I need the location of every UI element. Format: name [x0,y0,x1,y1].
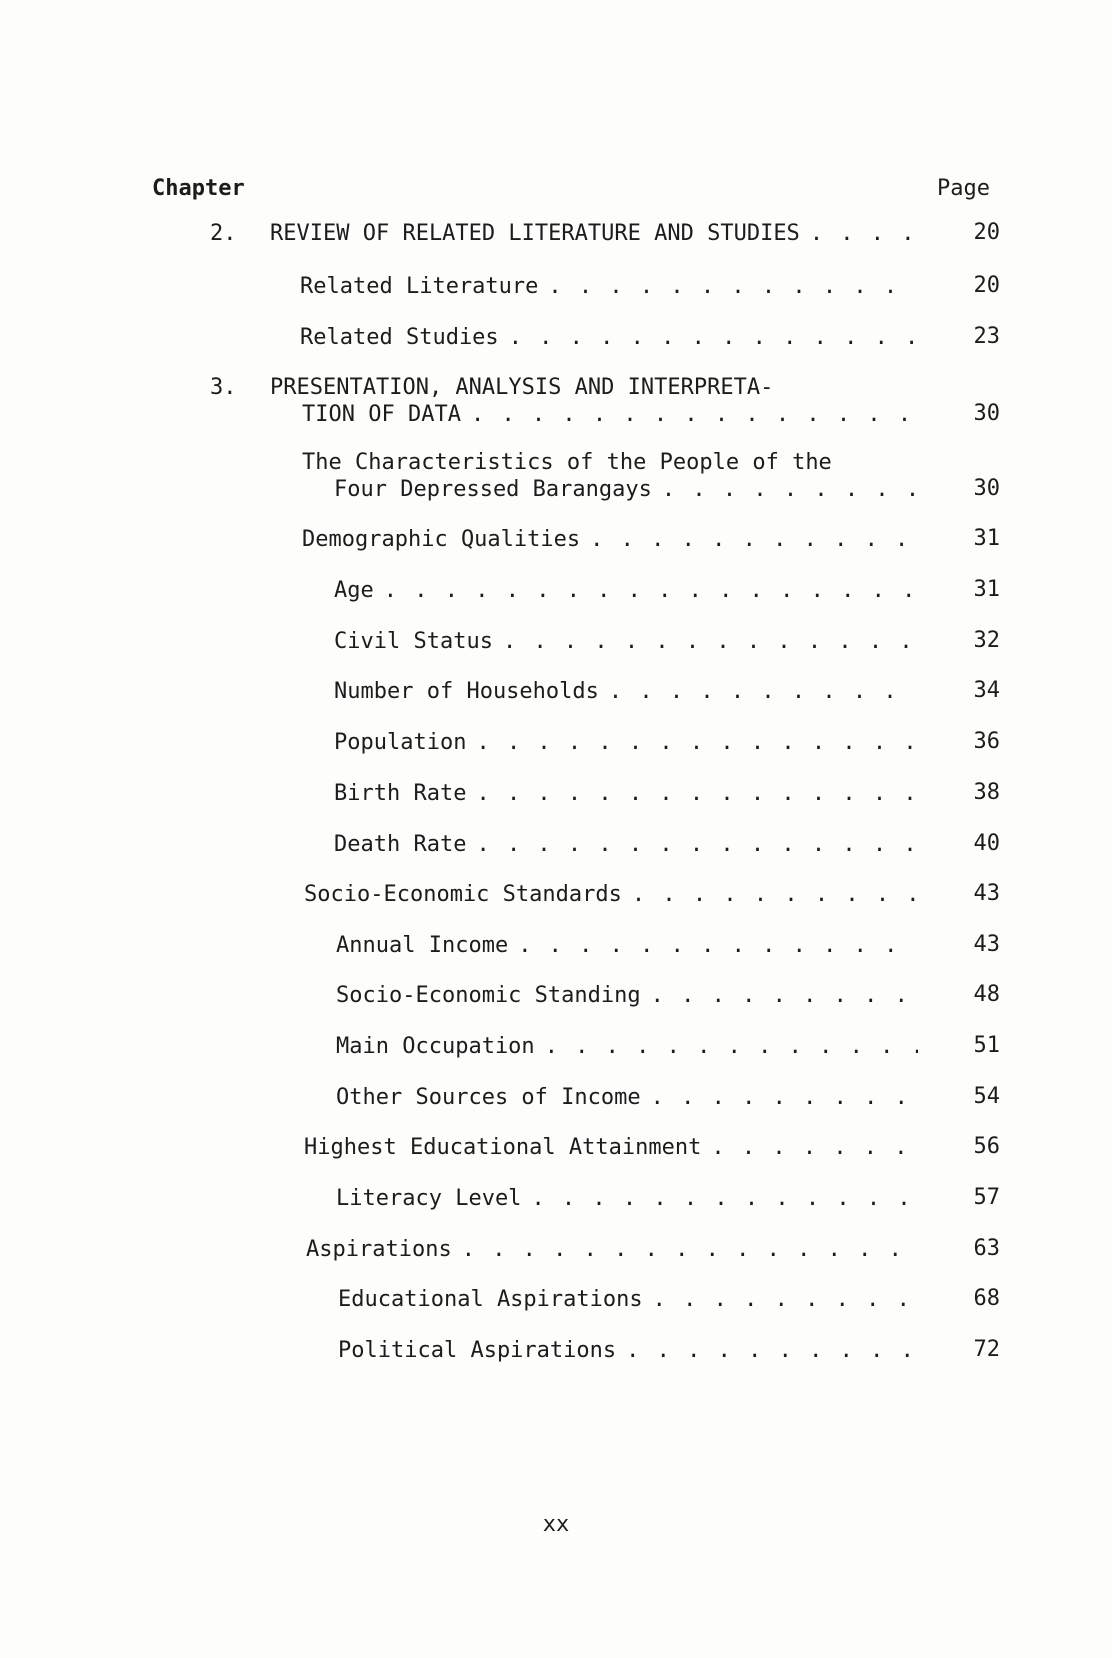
entry-page-number: 72 [973,1337,1000,1362]
toc-entry [336,1185,918,1212]
entry-page-number: 43 [973,881,1000,906]
toc-entry [304,1134,918,1161]
entry-title: Number of Households [334,679,599,704]
toc-entry [338,1286,918,1313]
entry-page-number: 54 [973,1084,1000,1109]
entry-title: Other Sources of Income [336,1085,641,1110]
entry-page-number: 23 [973,324,1000,349]
entry-page-number: 30 [973,401,1000,426]
toc-entry [300,273,918,300]
page-column-header: Page [937,176,990,201]
entry-page-number: 20 [973,220,1000,245]
toc-entry [302,449,918,503]
entry-title: Civil Status [334,629,493,654]
entry-title: Educational Aspirations [338,1287,643,1312]
entry-title-line: PRESENTATION, ANALYSIS AND INTERPRETA- [270,375,774,400]
entry-page-number: 34 [973,678,1000,703]
entry-page-number: 36 [973,729,1000,754]
entry-page-number: 43 [973,932,1000,957]
entry-title: Death Rate [334,832,467,857]
entry-title: REVIEW OF RELATED LITERATURE AND STUDIES [270,221,800,246]
entry-title: Annual Income [336,933,509,958]
entry-title: Related Literature [300,274,539,299]
toc-entry [210,374,918,428]
entry-page-number: 48 [973,982,1000,1007]
entry-title: Age [334,578,374,603]
entry-title: Literacy Level [336,1186,522,1211]
entry-title: Aspirations [306,1237,452,1262]
chapter-column-header: Chapter [152,176,245,201]
toc-entry [334,628,918,655]
entry-title: Related Studies [300,325,499,350]
toc-entry [302,526,918,553]
chapter-number: 2. [210,221,237,246]
entry-page-number: 68 [973,1286,1000,1311]
entry-page-number: 57 [973,1185,1000,1210]
toc-entry [338,1337,918,1364]
chapter-number: 3. [210,375,237,400]
entry-title: Socio-Economic Standards [304,882,622,907]
toc-entry [334,678,918,705]
entry-page-number: 31 [973,526,1000,551]
toc-entry [300,324,918,351]
entry-title: Birth Rate [334,781,467,806]
roman-page-number: xx [542,1512,570,1537]
entry-title: Political Aspirations [338,1338,617,1363]
toc-entry [304,881,918,908]
entry-page-number: 30 [973,476,1000,501]
entry-title: Demographic Qualities [302,527,581,552]
entry-page-number: 51 [973,1033,1000,1058]
toc-entry [334,577,918,604]
toc-entry [210,220,918,247]
entry-title: Population [334,730,467,755]
toc-entry [306,1236,918,1263]
entry-page-number: 31 [973,577,1000,602]
entry-title: Main Occupation [336,1034,535,1059]
entry-title: Socio-Economic Standing [336,983,641,1008]
entry-page-number: 40 [973,831,1000,856]
entry-title-line: Four Depressed Barangays [334,477,652,502]
toc-entry [336,1033,918,1060]
toc-entry [336,982,918,1009]
entry-page-number: 32 [973,628,1000,653]
entry-page-number: 63 [973,1236,1000,1261]
entry-title: Highest Educational Attainment [304,1135,702,1160]
toc-entry [336,1084,918,1111]
entry-page-number: 56 [973,1134,1000,1159]
entry-title-line: The Characteristics of the People of the [302,450,832,475]
toc-entry [334,831,918,858]
entry-page-number: 20 [973,273,1000,298]
entry-page-number: 38 [973,780,1000,805]
toc-entry [336,932,918,959]
toc-entry [334,729,918,756]
toc-entry [334,780,918,807]
entry-title-line: TION OF DATA [302,402,461,427]
